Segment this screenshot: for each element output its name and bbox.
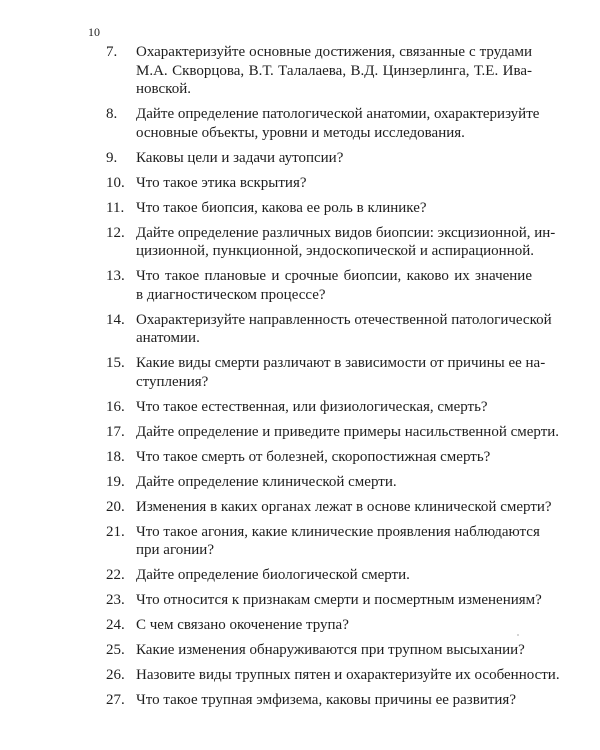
- page-number: 10: [88, 25, 100, 39]
- question-item: [0, 566, 600, 585]
- question-number: 15.: [106, 355, 125, 371]
- question-text-line: при агонии?: [136, 542, 214, 558]
- question-text-line: Дайте определение клинической смерти.: [136, 473, 397, 490]
- question-text-line: Что такое смерть от болезней, скоропостижная смерть?: [136, 448, 491, 465]
- question-text: [136, 448, 532, 467]
- question-text: [136, 105, 540, 142]
- question-text-line: ступления?: [136, 373, 209, 390]
- question-number: 17.: [106, 423, 125, 440]
- question-text-line: Что такое трупная эмфизема, каковы причины ее развития?: [136, 692, 516, 708]
- question-text: [136, 616, 532, 635]
- question-text: [136, 473, 532, 492]
- question-text-line: Каковы цели и задачи аутопсии?: [136, 149, 344, 166]
- question-number: 27.: [106, 692, 125, 708]
- question-text-line: основные объекты, уровни и методы исследования.: [136, 124, 465, 141]
- question-text-line: Дайте определение патологической анатомии, охарактеризуйте: [136, 106, 540, 122]
- question-number: 25.: [106, 642, 125, 658]
- question-item: [0, 473, 600, 492]
- question-number: 22.: [106, 567, 125, 583]
- question-item: [0, 224, 600, 261]
- question-text: [136, 691, 532, 710]
- question-text: [136, 591, 542, 610]
- question-text-line: Назовите виды трупных пятен и охарактеризуйте их особенности.: [136, 667, 560, 683]
- question-text-line: Какие изменения обнаруживаются при трупном высыхании?: [136, 642, 525, 658]
- question-number: 13.: [106, 268, 125, 284]
- question-text: [136, 523, 540, 560]
- question-text-line: Что такое биопсия, какова ее роль в клинике?: [136, 199, 427, 216]
- question-text-line: новской.: [136, 81, 191, 97]
- question-text-line: Охарактеризуйте направленность отечественной патологической: [136, 311, 552, 328]
- question-text: [136, 267, 532, 304]
- question-number: 8.: [106, 106, 118, 122]
- question-item: [0, 666, 600, 685]
- question-number: 14.: [106, 311, 125, 328]
- question-text: [136, 311, 552, 348]
- question-text: [136, 354, 546, 391]
- question-item: [0, 267, 600, 304]
- question-text-line: Что такое агония, какие клинические проявления наблюдаются: [136, 523, 540, 540]
- question-item: [0, 616, 600, 635]
- question-item: [0, 105, 600, 142]
- question-text: [136, 566, 532, 585]
- question-number: 23.: [106, 592, 125, 608]
- question-text: [136, 498, 552, 517]
- question-item: [0, 174, 600, 193]
- question-text-line: Что такое этика вскрытия?: [136, 174, 307, 191]
- question-text-line: С чем связано окоченение трупа?: [136, 617, 349, 633]
- question-number: 18.: [106, 448, 125, 465]
- question-number: 21.: [106, 523, 125, 540]
- question-number: 19.: [106, 473, 125, 490]
- question-number: 11.: [106, 199, 125, 216]
- question-number: 10.: [106, 174, 125, 191]
- question-text: [136, 641, 532, 660]
- question-number: 24.: [106, 617, 125, 633]
- question-item: [0, 199, 600, 218]
- question-text-line: Изменения в каких органах лежат в основе клинической смерти?: [136, 498, 552, 515]
- question-text: [136, 666, 560, 685]
- question-text-line: цизионной, пункционной, эндоскопической и аспирационной.: [136, 243, 535, 259]
- question-item: [0, 448, 600, 467]
- question-text: [136, 199, 532, 218]
- question-text-line: анатомии.: [136, 330, 200, 346]
- question-item: [0, 423, 600, 442]
- question-number: 20.: [106, 498, 125, 515]
- question-text-line: Дайте определение биологической смерти.: [136, 567, 410, 583]
- question-item: [0, 591, 600, 610]
- question-number: 9.: [106, 149, 118, 166]
- question-item: [0, 641, 600, 660]
- question-text: [136, 174, 532, 193]
- question-list: [0, 43, 600, 716]
- question-text: [136, 398, 532, 417]
- question-text-line: в диагностическом процессе?: [136, 286, 326, 303]
- question-number: 26.: [106, 667, 125, 683]
- question-text-line: Охарактеризуйте основные достижения, связанные с трудами: [136, 44, 532, 60]
- question-item: [0, 149, 600, 168]
- question-item: [0, 398, 600, 417]
- question-text-line: Какие виды смерти различают в зависимости от причины ее на-: [136, 355, 546, 371]
- question-text: [136, 224, 556, 261]
- question-item: [0, 43, 600, 99]
- question-text-line: Что такое плановые и срочные биопсии, каково их значение: [136, 268, 532, 284]
- question-item: [0, 691, 600, 710]
- question-text-line: Дайте определение различных видов биопсии: эксцизионной, ин-: [136, 224, 556, 241]
- question-text-line: М.А. Скворцова, В.Т. Талалаева, В.Д. Цинзерлинга, Т.Е. Ива-: [136, 62, 532, 79]
- question-text: [136, 423, 560, 442]
- question-text-line: Что относится к признакам смерти и посмертным изменениям?: [136, 592, 542, 608]
- question-number: 16.: [106, 398, 125, 415]
- print-speck: [517, 634, 519, 636]
- question-item: [0, 498, 600, 517]
- question-text: [136, 43, 532, 99]
- question-text-line: Дайте определение и приведите примеры насильственной смерти.: [136, 423, 560, 440]
- question-number: 7.: [106, 44, 118, 60]
- question-item: [0, 311, 600, 348]
- question-number: 12.: [106, 224, 125, 241]
- question-text: [136, 149, 532, 168]
- question-item: [0, 354, 600, 391]
- question-text-line: Что такое естественная, или физиологическая, смерть?: [136, 398, 488, 415]
- question-item: [0, 523, 600, 560]
